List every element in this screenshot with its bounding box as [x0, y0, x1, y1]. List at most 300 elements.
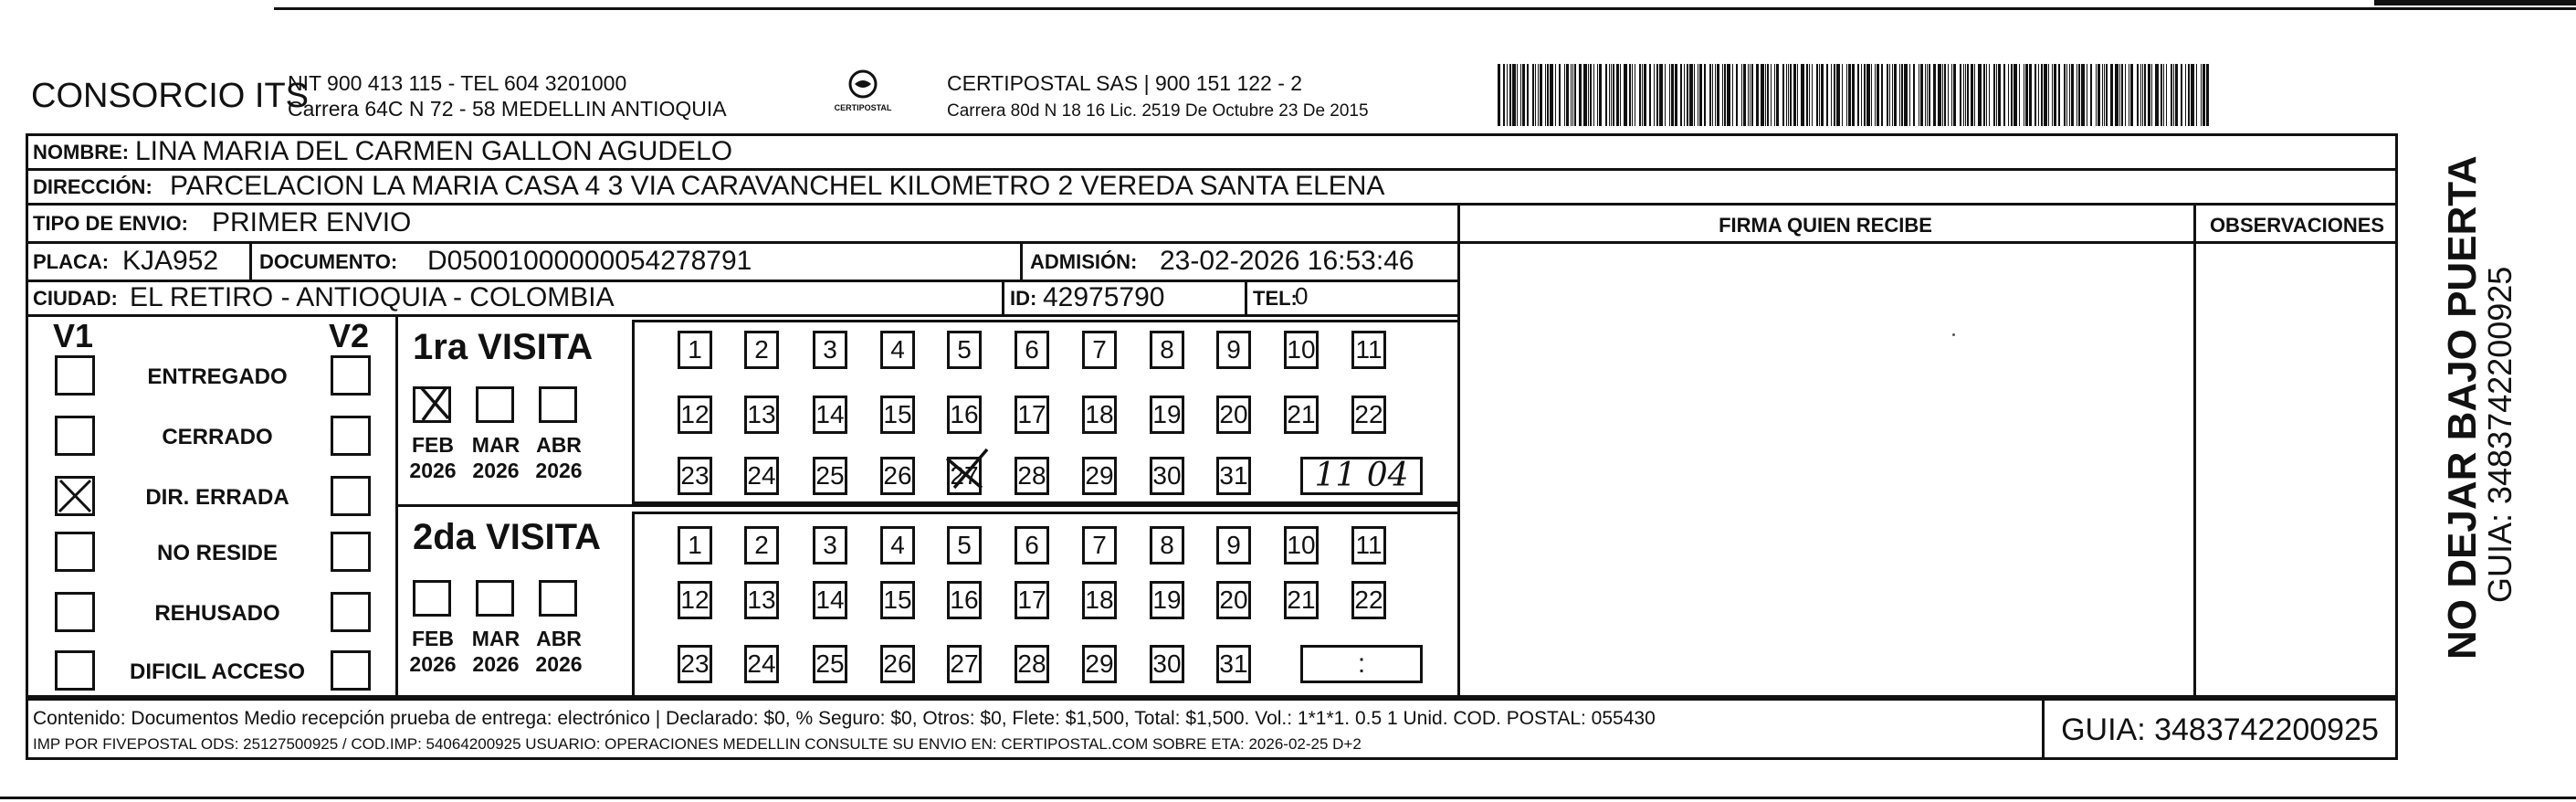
- barcode-bar: [1571, 64, 1572, 126]
- barcode-bar: [1771, 64, 1772, 126]
- barcode-bar: [2019, 64, 2020, 126]
- barcode-bar: [1680, 64, 1682, 126]
- barcode-bar: [2013, 64, 2017, 126]
- visit-day-box[interactable]: 1: [678, 526, 712, 565]
- v2-checkbox[interactable]: [331, 416, 371, 456]
- visit-month-label: [405, 432, 460, 483]
- barcode-bar: [1983, 64, 1985, 126]
- check-x-mark-icon: [58, 479, 92, 513]
- barcode: [1498, 64, 2219, 126]
- observaciones-header: OBSERVACIONES: [2209, 214, 2385, 237]
- barcode-bar: [2121, 64, 2123, 126]
- col-divider-status: [395, 314, 398, 698]
- visit-day-box[interactable]: 27: [947, 457, 982, 495]
- visit-day-box[interactable]: 11: [1351, 331, 1386, 369]
- barcode-bar: [1929, 64, 1930, 126]
- col-divider-admision: [1020, 241, 1023, 280]
- visit-month-checkbox[interactable]: [413, 580, 451, 617]
- barcode-bar: [1564, 64, 1565, 126]
- direccion-label: DIRECCIÓN:: [33, 175, 152, 198]
- barcode-bar: [1765, 64, 1766, 126]
- certipostal-company: CERTIPOSTAL SAS | 900 151 122 - 2: [947, 71, 1303, 95]
- barcode-bar: [1793, 64, 1796, 126]
- barcode-bar: [1732, 64, 1733, 126]
- visit-divider: [398, 504, 1457, 507]
- visit-day-box[interactable]: 30: [1150, 457, 1184, 495]
- barcode-bar: [1996, 64, 1997, 126]
- barcode-bar: [1704, 64, 1706, 126]
- row-divider: [26, 203, 2398, 206]
- barcode-bar: [1656, 64, 1658, 126]
- visit-day-box[interactable]: 28: [1015, 645, 1049, 683]
- visit-month-label: [405, 626, 460, 677]
- barcode-bar: [1599, 64, 1602, 126]
- visit-day-box[interactable]: 15: [880, 396, 915, 434]
- barcode-bar: [2025, 64, 2028, 126]
- visit-day-box[interactable]: 2: [744, 331, 779, 369]
- v2-checkbox[interactable]: [331, 592, 371, 632]
- visit-day-box[interactable]: 22: [1351, 396, 1386, 434]
- barcode-bar: [1899, 64, 1900, 126]
- barcode-bar: [1545, 64, 1546, 126]
- visit-day-box[interactable]: 9: [1216, 526, 1251, 565]
- barcode-bar: [2175, 64, 2178, 126]
- barcode-bar: [2125, 64, 2126, 126]
- barcode-bar: [2008, 64, 2009, 126]
- barcode-bar: [1894, 64, 1897, 126]
- second-visit-title: 2da VISITA: [413, 517, 601, 557]
- visit-day-box[interactable]: 22: [1351, 581, 1386, 619]
- visit-day-box[interactable]: 4: [880, 526, 915, 565]
- month-year: 2026: [535, 459, 583, 482]
- visit-day-box[interactable]: 19: [1150, 396, 1184, 434]
- admision-label: ADMISIÓN:: [1030, 250, 1138, 273]
- visit-day-box[interactable]: 8: [1150, 526, 1184, 565]
- barcode-bar: [1503, 64, 1505, 126]
- barcode-bar: [1864, 64, 1866, 126]
- barcode-bar: [2044, 64, 2047, 126]
- visit-day-box[interactable]: 24: [744, 457, 779, 495]
- visit-day-box[interactable]: 31: [1216, 645, 1251, 683]
- col-divider-observaciones: [2193, 203, 2196, 698]
- barcode-bar: [1790, 64, 1792, 126]
- barcode-bar: [1963, 64, 1964, 126]
- barcode-bar: [1538, 64, 1539, 126]
- barcode-bar: [1654, 64, 1655, 126]
- company-address: Carrera 64C N 72 - 58 MEDELLIN ANTIOQUIA: [288, 97, 727, 121]
- visit-time-box[interactable]: 11 04: [1300, 457, 1423, 495]
- barcode-bar: [1846, 64, 1847, 126]
- status-label: NO RESIDE: [156, 541, 279, 565]
- visit-month-checkbox[interactable]: [413, 386, 451, 423]
- barcode-bar: [2155, 64, 2159, 126]
- v1-checkbox[interactable]: [55, 650, 95, 691]
- barcode-bar: [1517, 64, 1518, 126]
- barcode-bar: [2163, 64, 2164, 126]
- visit-day-box[interactable]: 25: [813, 645, 847, 683]
- barcode-bar: [1498, 64, 1500, 126]
- barcode-bar: [1816, 64, 1818, 126]
- visit-month-checkbox[interactable]: [476, 386, 514, 423]
- visit-day-box[interactable]: 30: [1150, 645, 1184, 683]
- footer-print-line: IMP POR FIVEPOSTAL ODS: 25127500925 / COD.IMP: 54064200925 USUARIO: OPERACIONES MEDELLIN CONSULTE SU ENVIO EN: CERTIPOSTAL.COM SOBRE ETA: 2026-02-25 D+2: [33, 735, 1362, 753]
- barcode-bar: [1687, 64, 1688, 126]
- barcode-bar: [1527, 64, 1529, 126]
- barcode-bar: [2137, 64, 2139, 126]
- visit-day-box[interactable]: 8: [1150, 331, 1184, 369]
- barcode-bar: [1507, 64, 1508, 126]
- month-name: ABR: [536, 433, 582, 457]
- barcode-bar: [1782, 64, 1784, 126]
- barcode-bar: [2066, 64, 2067, 126]
- visit-day-box[interactable]: 6: [1015, 526, 1049, 565]
- barcode-bar: [2173, 64, 2174, 126]
- visit-day-box[interactable]: 28: [1015, 457, 1049, 495]
- barcode-bar: [1774, 64, 1775, 126]
- barcode-bar: [1944, 64, 1946, 126]
- barcode-bar: [2119, 64, 2120, 126]
- visit-day-box[interactable]: 15: [880, 581, 915, 619]
- visit-day-box[interactable]: 5: [947, 526, 982, 565]
- visit-day-box[interactable]: 12: [678, 396, 712, 434]
- company-name: CONSORCIO ITS: [31, 77, 310, 115]
- barcode-bar: [1951, 64, 1952, 126]
- barcode-bar: [1806, 64, 1808, 126]
- v1-label: V1: [53, 317, 94, 354]
- row-divider: [26, 241, 1457, 244]
- barcode-bar: [1801, 64, 1804, 126]
- placa-value: KJA952: [122, 246, 219, 276]
- barcode-bar: [1694, 64, 1695, 126]
- status-label: CERRADO: [162, 425, 273, 449]
- visit-day-box[interactable]: 3: [813, 526, 847, 565]
- barcode-bar: [1942, 64, 1943, 126]
- month-name: MAR: [471, 627, 520, 650]
- status-label: REHUSADO: [154, 601, 280, 626]
- barcode-bar: [1788, 64, 1789, 126]
- barcode-bar: [1892, 64, 1893, 126]
- v1-checkbox[interactable]: [55, 355, 95, 396]
- barcode-bar: [1559, 64, 1561, 126]
- side-warning: NO DEJAR BAJO PUERTA: [2440, 155, 2485, 660]
- v1-checkbox[interactable]: [55, 416, 95, 456]
- barcode-bar: [1665, 64, 1666, 126]
- tel-label: TEL:: [1253, 287, 1298, 310]
- visit-day-box[interactable]: 23: [678, 645, 712, 683]
- barcode-bar: [2069, 64, 2070, 126]
- visit-day-box[interactable]: 7: [1082, 331, 1117, 369]
- admision-value: 23-02-2026 16:53:46: [1160, 246, 1414, 276]
- barcode-bar: [1605, 64, 1607, 126]
- barcode-bar: [1736, 64, 1738, 126]
- barcode-bar: [1971, 64, 1973, 126]
- barcode-bar: [1960, 64, 1961, 126]
- visit-day-box[interactable]: 19: [1150, 581, 1184, 619]
- barcode-bar: [2102, 64, 2103, 126]
- barcode-bar: [1593, 64, 1594, 126]
- tel-value: 0: [1295, 282, 1309, 310]
- barcode-bar: [1532, 64, 1534, 126]
- barcode-bar: [1609, 64, 1610, 126]
- barcode-bar: [1819, 64, 1820, 126]
- v2-checkbox[interactable]: [331, 650, 371, 691]
- visit-day-box[interactable]: 20: [1216, 396, 1251, 434]
- visit-day-box[interactable]: 7: [1082, 526, 1117, 565]
- barcode-bar: [1540, 64, 1542, 126]
- firma-header: FIRMA QUIEN RECIBE: [1719, 214, 1932, 237]
- visit-day-box[interactable]: 12: [678, 581, 712, 619]
- v2-label: V2: [329, 317, 370, 354]
- barcode-bar: [1727, 64, 1730, 126]
- barcode-bar: [1574, 64, 1576, 126]
- v2-checkbox[interactable]: [331, 532, 371, 572]
- month-year: 2026: [472, 459, 520, 482]
- barcode-bar: [1998, 64, 2001, 126]
- barcode-bar: [1689, 64, 1693, 126]
- v2-checkbox[interactable]: [331, 355, 371, 396]
- barcode-bar: [1717, 64, 1719, 126]
- visit-day-box[interactable]: 4: [880, 331, 915, 369]
- barcode-bar: [1535, 64, 1536, 126]
- barcode-bar: [1743, 64, 1746, 126]
- barcode-bar: [2011, 64, 2013, 126]
- visit-day-box[interactable]: 21: [1284, 396, 1319, 434]
- visit-day-box[interactable]: 18: [1082, 581, 1117, 619]
- visit-day-box[interactable]: 9: [1216, 331, 1251, 369]
- barcode-bar: [1522, 64, 1525, 126]
- barcode-bar: [2096, 64, 2097, 126]
- barcode-bar: [1857, 64, 1859, 126]
- month-year: 2026: [472, 652, 520, 676]
- barcode-bar: [1974, 64, 1975, 126]
- tipo-envio-value: PRIMER ENVIO: [212, 207, 412, 237]
- barcode-bar: [2161, 64, 2162, 126]
- footer-guia: GUIA: 3483742200925: [2061, 712, 2379, 747]
- barcode-bar: [2151, 64, 2152, 126]
- visit-month-label: [468, 626, 523, 677]
- certipostal-logo: [831, 68, 895, 119]
- month-year: 2026: [535, 652, 583, 676]
- visit-day-box[interactable]: 16: [947, 581, 982, 619]
- visit-day-box[interactable]: 14: [813, 581, 847, 619]
- barcode-bar: [1842, 64, 1843, 126]
- visit-month-label: [468, 432, 523, 483]
- id-value: 42975790: [1043, 282, 1165, 312]
- barcode-bar: [1812, 64, 1813, 126]
- barcode-bar: [2098, 64, 2100, 126]
- visit-day-box[interactable]: 29: [1082, 645, 1117, 683]
- barcode-bar: [1786, 64, 1787, 126]
- barcode-bar: [2144, 64, 2146, 126]
- barcode-bar: [1821, 64, 1824, 126]
- barcode-bar: [1566, 64, 1569, 126]
- barcode-bar: [1644, 64, 1646, 126]
- barcode-bar: [1512, 64, 1516, 126]
- visit-month-checkbox[interactable]: [476, 580, 514, 617]
- v1-checkbox[interactable]: [55, 476, 95, 516]
- visit-day-box[interactable]: 18: [1082, 396, 1117, 434]
- visit-day-box[interactable]: 6: [1015, 331, 1049, 369]
- visit-day-box[interactable]: 26: [880, 457, 915, 495]
- barcode-bar: [1751, 64, 1753, 126]
- visit-day-box[interactable]: 2: [744, 526, 779, 565]
- documento-value: D05001000000054278791: [427, 246, 752, 276]
- status-label: ENTREGADO: [147, 364, 288, 389]
- visit-month-label: [531, 432, 586, 483]
- barcode-bar: [1684, 64, 1685, 126]
- barcode-bar: [2188, 64, 2190, 126]
- visit-day-box[interactable]: 11: [1351, 526, 1386, 565]
- barcode-bar: [2196, 64, 2197, 126]
- nombre-value: LINA MARIA DEL CARMEN GALLON AGUDELO: [135, 136, 733, 166]
- barcode-bar: [1933, 64, 1936, 126]
- barcode-bar: [1887, 64, 1888, 126]
- barcode-bar: [1889, 64, 1890, 126]
- barcode-bar: [1715, 64, 1716, 126]
- col-divider-id: [1002, 280, 1004, 314]
- barcode-bar: [2203, 64, 2205, 126]
- barcode-bar: [2003, 64, 2005, 126]
- month-year: 2026: [409, 459, 457, 482]
- tipo-envio-label: TIPO DE ENVIO:: [33, 212, 188, 235]
- barcode-bar: [1699, 64, 1702, 126]
- barcode-bar: [2166, 64, 2167, 126]
- visit-day-box[interactable]: 10: [1284, 331, 1319, 369]
- visit-day-box[interactable]: 13: [744, 581, 779, 619]
- barcode-bar: [1579, 64, 1582, 126]
- v1-checkbox[interactable]: [55, 592, 95, 632]
- barcode-bar: [1671, 64, 1674, 126]
- visit-day-box[interactable]: 23: [678, 457, 712, 495]
- barcode-bar: [2035, 64, 2036, 126]
- barcode-bar: [1866, 64, 1870, 126]
- barcode-bar: [2181, 64, 2182, 126]
- barcode-bar: [1520, 64, 1521, 126]
- visit-day-box[interactable]: 3: [813, 331, 847, 369]
- barcode-bar: [1965, 64, 1966, 126]
- barcode-bar: [1927, 64, 1928, 126]
- barcode-bar: [1669, 64, 1670, 126]
- status-label: DIFICIL ACCESO: [129, 660, 305, 684]
- company-nit-tel: NIT 900 413 115 - TEL 604 3201000: [288, 71, 627, 95]
- direccion-value: PARCELACION LA MARIA CASA 4 3 VIA CARAVANCHEL KILOMETRO 2 VEREDA SANTA ELENA: [170, 171, 1385, 201]
- visit-day-box[interactable]: 13: [744, 396, 779, 434]
- barcode-bar: [2206, 64, 2209, 126]
- barcode-bar: [2140, 64, 2141, 126]
- visit-day-box[interactable]: 14: [813, 396, 847, 434]
- barcode-bar: [1748, 64, 1749, 126]
- barcode-bar: [1611, 64, 1612, 126]
- row-divider: [26, 314, 1457, 317]
- visit-day-box[interactable]: 24: [744, 645, 779, 683]
- barcode-bar: [1920, 64, 1923, 126]
- barcode-bar: [2048, 64, 2049, 126]
- barcode-bar: [1555, 64, 1556, 126]
- month-name: ABR: [536, 627, 582, 650]
- documento-label: DOCUMENTO:: [259, 250, 398, 273]
- footer-content-line: Contenido: Documentos Medio recepción prueba de entrega: electrónico | Declarado: $0, % Seguro: $0, Otros: $0, Flete: $1,500, Total: $1,500. Vol.: 1*1*1. 0.5 1 Unid. COD. POSTAL: 055430: [33, 708, 1656, 729]
- barcode-bar: [1831, 64, 1832, 126]
- barcode-bar: [1613, 64, 1614, 126]
- scan-edge-bottom: [0, 797, 2576, 799]
- barcode-bar: [1590, 64, 1592, 126]
- barcode-bar: [2038, 64, 2039, 126]
- visit-day-box[interactable]: 17: [1015, 581, 1049, 619]
- barcode-bar: [1741, 64, 1742, 126]
- barcode-bar: [1761, 64, 1764, 126]
- visit-day-box[interactable]: 29: [1082, 457, 1117, 495]
- col-divider-documento: [249, 241, 252, 280]
- month-name: MAR: [471, 433, 520, 457]
- visit-month-checkbox[interactable]: [539, 580, 577, 617]
- visit-day-box[interactable]: 16: [947, 396, 982, 434]
- visit-day-box[interactable]: 27: [947, 645, 982, 683]
- visit-day-box[interactable]: 17: [1015, 396, 1049, 434]
- barcode-bar: [1978, 64, 1982, 126]
- barcode-bar: [1632, 64, 1633, 126]
- v1-checkbox[interactable]: [55, 532, 95, 572]
- visit-day-box[interactable]: 25: [813, 457, 847, 495]
- visit-day-box[interactable]: 10: [1284, 526, 1319, 565]
- visit-day-box[interactable]: 21: [1284, 581, 1319, 619]
- certipostal-logo-text: CERTIPOSTAL: [834, 103, 892, 112]
- barcode-bar: [2054, 64, 2056, 126]
- scan-edge-right: [2374, 0, 2576, 5]
- visit-day-box[interactable]: 20: [1216, 581, 1251, 619]
- barcode-bar: [1639, 64, 1641, 126]
- barcode-bar: [1881, 64, 1883, 126]
- barcode-bar: [1547, 64, 1549, 126]
- barcode-bar: [1616, 64, 1619, 126]
- barcode-bar: [1836, 64, 1840, 126]
- barcode-bar: [1797, 64, 1798, 126]
- barcode-bar: [1588, 64, 1589, 126]
- visit-day-box[interactable]: 1: [678, 331, 712, 369]
- visit-day-box[interactable]: 31: [1216, 457, 1251, 495]
- barcode-bar: [1901, 64, 1903, 126]
- ciudad-value: EL RETIRO - ANTIOQUIA - COLOMBIA: [130, 282, 615, 312]
- visit-day-box[interactable]: 5: [947, 331, 982, 369]
- barcode-bar: [2148, 64, 2150, 126]
- barcode-bar: [1776, 64, 1779, 126]
- barcode-bar: [2106, 64, 2108, 126]
- barcode-bar: [1756, 64, 1759, 126]
- month-name: FEB: [412, 433, 454, 457]
- placa-label: PLACA:: [33, 250, 110, 273]
- barcode-bar: [1925, 64, 1926, 126]
- barcode-bar: [1967, 64, 1969, 126]
- v2-checkbox[interactable]: [331, 476, 371, 516]
- visit-month-checkbox[interactable]: [539, 386, 577, 423]
- barcode-bar: [2185, 64, 2186, 126]
- barcode-bar: [1583, 64, 1587, 126]
- barcode-bar: [2064, 64, 2066, 126]
- barcode-bar: [2071, 64, 2074, 126]
- barcode-bar: [1871, 64, 1872, 126]
- barcode-bar: [1649, 64, 1651, 126]
- visit-time-box[interactable]: :: [1300, 645, 1423, 683]
- month-year: 2026: [409, 652, 457, 676]
- barcode-bar: [2115, 64, 2119, 126]
- barcode-bar: [1620, 64, 1621, 126]
- visit-day-box[interactable]: 26: [880, 645, 915, 683]
- barcode-bar: [2191, 64, 2194, 126]
- barcode-bar: [2104, 64, 2105, 126]
- status-label: DIR. ERRADA: [145, 485, 289, 510]
- barcode-bar: [1913, 64, 1915, 126]
- barcode-bar: [1724, 64, 1726, 126]
- nombre-label: NOMBRE:: [33, 141, 130, 164]
